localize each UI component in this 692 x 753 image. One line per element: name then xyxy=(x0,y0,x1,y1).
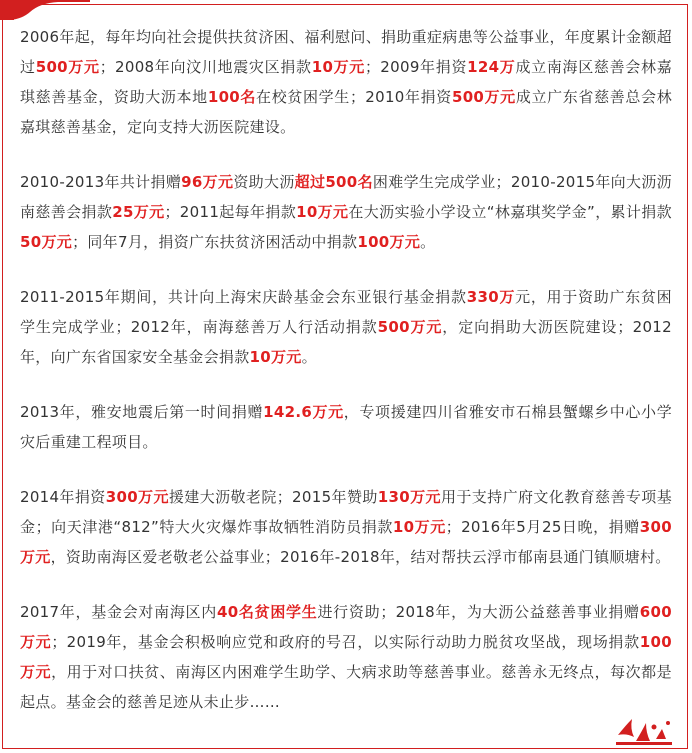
paragraph-2011-2015 xyxy=(20,282,672,372)
text-run: 。 xyxy=(301,348,317,366)
text-run: 在大沥实验小学设立“林嘉琪奖学金”，累计捐款 xyxy=(348,203,672,221)
text-run: ；2016年5月25日晚，捐赠 xyxy=(445,518,640,536)
highlight-amount: 100名 xyxy=(207,88,257,106)
highlight-amount: 10万元 xyxy=(296,203,349,221)
text-run: ，定向捐助大沥医院建设；2012年，向广东省国家安全基金会捐款 xyxy=(20,318,672,366)
text-run: 2006年起，每年均向社会提供扶贫济困、福利慰问、捐助重症病患等公益事业，年度累计金额超过 xyxy=(20,28,672,76)
text-run: ，用于对口扶贫、南海区内困难学生助学、大病求助等慈善事业。慈善永无终点，每次都是起点。基金会的慈善足迹从未止步…… xyxy=(20,663,672,711)
text-run: 资助大沥 xyxy=(233,173,295,191)
highlight-amount: 600万元 xyxy=(20,603,672,651)
highlight-amount: 500万元 xyxy=(377,318,443,336)
text-run: ；2019年，基金会积极响应党和政府的号召，以实际行动助力脱贫攻坚战，现场捐款 xyxy=(51,633,640,651)
firework-decoration-icon xyxy=(616,715,672,745)
text-run: ，专项援建四川省雅安市石棉县蟹螺乡中心小学灾后重建工程项目。 xyxy=(20,403,673,451)
highlight-amount: 10万元 xyxy=(392,518,446,536)
paragraph-2010-2013 xyxy=(20,167,672,257)
highlight-amount: 96万元 xyxy=(181,173,234,191)
text-run: 成立南海区慈善会林嘉琪慈善基金，资助大沥本地 xyxy=(20,58,672,106)
highlight-amount: 40名贫困学生 xyxy=(216,603,318,621)
text-run: 成立广东省慈善总会林嘉琪慈善基金，定向支持大沥医院建设。 xyxy=(20,88,672,136)
text-run: 进行资助；2018年，为大沥公益慈善事业捐赠 xyxy=(317,603,640,621)
highlight-amount: 100万元 xyxy=(20,633,672,681)
text-run: 2017年，基金会对南海区内 xyxy=(20,603,217,621)
paragraph-2017-2019 xyxy=(20,597,672,717)
highlight-amount: 330万 xyxy=(466,288,516,306)
highlight-amount: 100万元 xyxy=(357,233,421,251)
text-run: 2011-2015年期间，共计向上海宋庆龄基金会东亚银行基金捐款 xyxy=(20,288,467,306)
text-run: 。 xyxy=(420,233,436,251)
text-run: ；2011起每年捐款 xyxy=(164,203,297,221)
highlight-amount: 124万 xyxy=(467,58,516,76)
highlight-amount: 142.6万元 xyxy=(263,403,344,421)
highlight-amount: 25万元 xyxy=(112,203,165,221)
text-run: 元，用于资助广东贫困学生完成学业；2012年，南海慈善万人行活动捐款 xyxy=(20,288,672,336)
highlight-amount: 300万元 xyxy=(105,488,169,506)
article-body xyxy=(20,22,672,742)
text-run: 援建大沥敬老院；2015年赞助 xyxy=(168,488,378,506)
highlight-amount: 超过500名 xyxy=(294,173,373,191)
text-run: ；2009年捐资 xyxy=(364,58,468,76)
highlight-amount: 500万元 xyxy=(451,88,516,106)
highlight-amount: 300万元 xyxy=(20,518,672,566)
paragraph-2014-2018 xyxy=(20,482,672,572)
text-run: 2010-2013年共计捐赠 xyxy=(20,173,182,191)
text-run: ；2008年向汶川地震灾区捐款 xyxy=(99,58,312,76)
text-run: 2013年，雅安地震后第一时间捐赠 xyxy=(20,403,264,421)
highlight-amount: 10万元 xyxy=(249,348,302,366)
text-run: ，资助南海区爱老敬老公益事业；2016年-2018年，结对帮扶云浮市郁南县通门镇顺塘村。 xyxy=(50,548,671,566)
highlight-amount: 50万元 xyxy=(20,233,73,251)
text-run: 在校贫困学生；2010年捐资 xyxy=(256,88,452,106)
text-run: 用于支持广府文化教育慈善专项基金；向天津港“812”特大火灾爆炸事故牺牲消防员捐款 xyxy=(20,488,672,536)
text-run: 困难学生完成学业；2010-2015年向大沥沥南慈善会捐款 xyxy=(20,173,672,221)
red-bracket-icon xyxy=(0,0,90,22)
paragraph-2013 xyxy=(20,397,672,457)
highlight-amount: 500万元 xyxy=(35,58,100,76)
highlight-amount: 10万元 xyxy=(311,58,365,76)
text-run: 2014年捐资 xyxy=(20,488,106,506)
paragraph-2006-2010 xyxy=(20,22,672,142)
text-run: ；同年7月，捐资广东扶贫济困活动中捐款 xyxy=(72,233,358,251)
highlight-amount: 130万元 xyxy=(377,488,441,506)
